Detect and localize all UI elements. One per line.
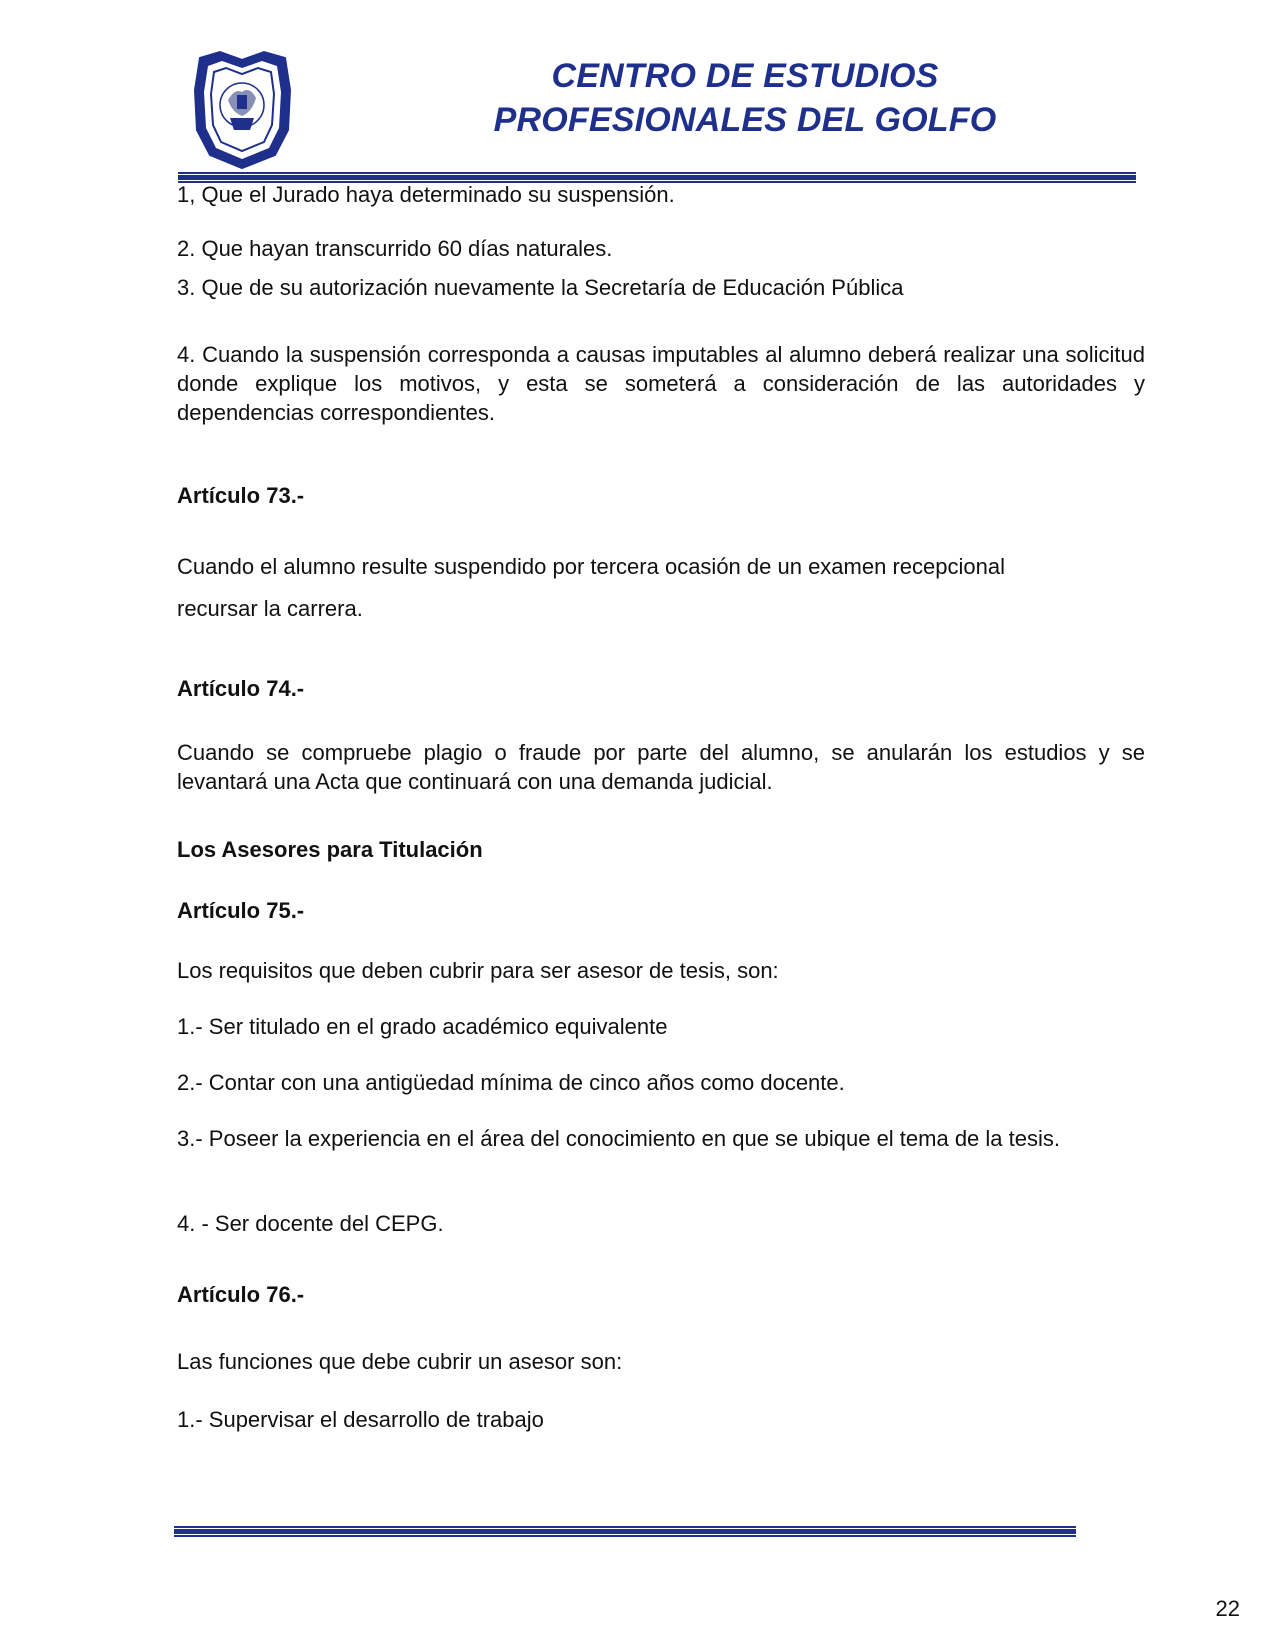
page-number: 22 bbox=[1215, 1596, 1240, 1621]
condition-item-4 bbox=[177, 340, 1145, 427]
article-76-function-1: 1.- Supervisar el desarrollo de trabajo bbox=[177, 1407, 544, 1432]
institution-title-line-1: CENTRO DE ESTUDIOS bbox=[551, 57, 939, 95]
article-76-intro: Las funciones que debe cubrir un asesor son: bbox=[177, 1349, 623, 1374]
institution-title-line-2: PROFESIONALES DEL GOLFO bbox=[493, 101, 997, 139]
condition-item-4-text: 4. Cuando la suspensión corresponda a causas imputables al alumno deberá realizar una solicitud donde explique los motivos, y esta se someterá a consideración de las autoridades y dependencias correspondientes. bbox=[177, 342, 1145, 425]
article-74-text: Cuando se compruebe plagio o fraude por parte del alumno, se anularán los estudios y se levantará una Acta que continuará con una demanda judicial. bbox=[177, 740, 1145, 794]
condition-item-1: 1, Que el Jurado haya determinado su suspensión. bbox=[177, 182, 675, 207]
footer-divider bbox=[174, 1526, 1076, 1536]
article-73-heading: Artículo 73.- bbox=[177, 483, 305, 508]
condition-item-2: 2. Que hayan transcurrido 60 días naturales. bbox=[177, 236, 613, 261]
article-75-requirement-3: 3.- Poseer la experiencia en el área del conocimiento en que se ubique el tema de la tesis. bbox=[177, 1126, 1060, 1151]
article-73-text-line-2: recursar la carrera. bbox=[177, 596, 363, 621]
article-75-requirement-4: 4. - Ser docente del CEPG. bbox=[177, 1211, 444, 1236]
condition-item-3: 3. Que de su autorización nuevamente la Secretaría de Educación Pública bbox=[177, 275, 904, 300]
article-75-requirement-2: 2.- Contar con una antigüedad mínima de cinco años como docente. bbox=[177, 1070, 845, 1095]
institution-title bbox=[430, 54, 1060, 142]
article-75-intro: Los requisitos que deben cubrir para ser asesor de tesis, son: bbox=[177, 958, 779, 983]
article-75-heading: Artículo 75.- bbox=[177, 898, 305, 923]
institution-shield-logo bbox=[190, 50, 295, 170]
section-heading-asesores: Los Asesores para Titulación bbox=[177, 837, 483, 862]
article-74-heading: Artículo 74.- bbox=[177, 676, 305, 701]
article-73-text-line-1: Cuando el alumno resulte suspendido por tercera ocasión de un examen recepcional bbox=[177, 554, 1005, 579]
article-75-requirement-1: 1.- Ser titulado en el grado académico equivalente bbox=[177, 1014, 668, 1039]
article-76-heading: Artículo 76.- bbox=[177, 1282, 305, 1307]
